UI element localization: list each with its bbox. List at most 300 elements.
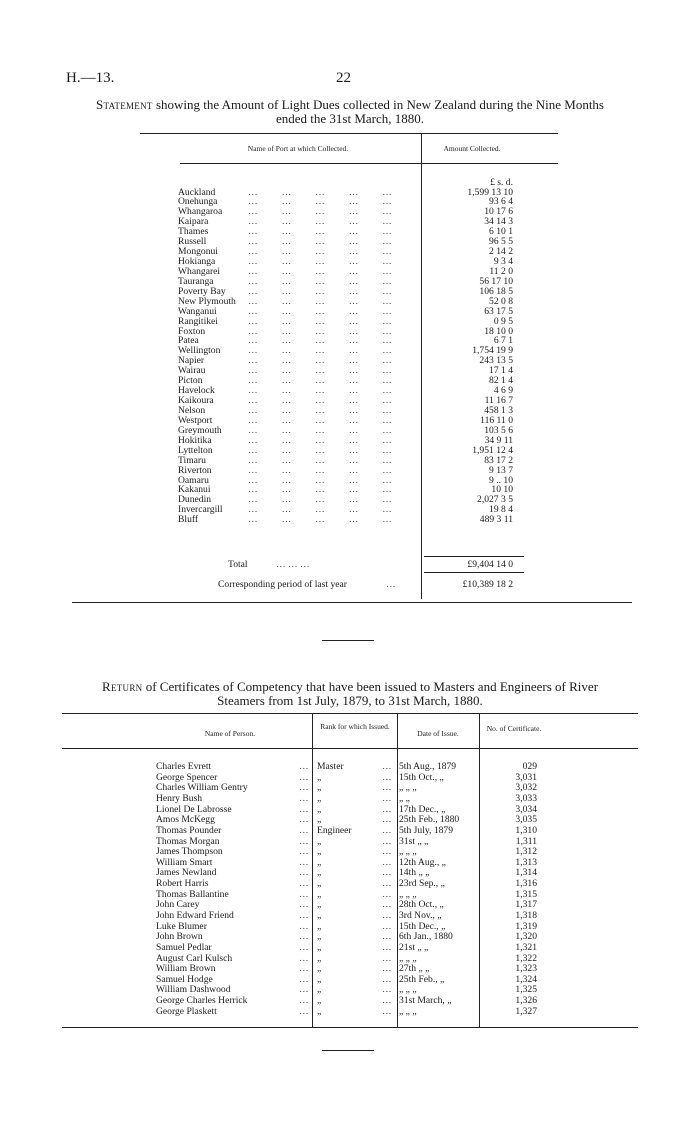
issue-date: 31st March, „ bbox=[399, 995, 452, 1007]
port-amount: 1,754 19 9 bbox=[472, 345, 513, 357]
leader-dots: … bbox=[299, 846, 309, 858]
port-amount: 2,027 3 5 bbox=[477, 494, 513, 506]
port-name: Thames bbox=[178, 226, 209, 238]
currency-heading: £ s. d. bbox=[490, 177, 513, 188]
port-name: Dunedin bbox=[178, 494, 212, 506]
certificate-number: 3,032 bbox=[515, 782, 537, 794]
port-row bbox=[178, 456, 514, 465]
leader-dots: … … … … … bbox=[236, 265, 392, 277]
certificate-row bbox=[156, 783, 536, 793]
issue-date: 15th Oct., „ bbox=[399, 771, 444, 783]
person-name: Luke Blumer bbox=[156, 920, 207, 932]
rank: „ bbox=[317, 771, 322, 783]
leader-dots: … … … … … bbox=[236, 345, 392, 357]
port-row bbox=[178, 416, 514, 425]
certificate-number: 1,320 bbox=[515, 931, 537, 943]
port-name: Onehunga bbox=[178, 196, 218, 208]
certificate-number: 3,035 bbox=[515, 814, 537, 826]
leader-dots: … … … … … bbox=[236, 385, 392, 397]
light-dues-amount-header: Amount Collected. bbox=[443, 144, 501, 153]
rank: „ bbox=[317, 835, 322, 847]
issue-date: 31st „ „ bbox=[399, 835, 429, 847]
port-name: Mongonui bbox=[178, 246, 218, 258]
leader-dots: … bbox=[299, 761, 309, 772]
port-row bbox=[178, 297, 514, 306]
port-row bbox=[178, 277, 514, 286]
rank: „ bbox=[317, 846, 322, 858]
port-row bbox=[178, 356, 514, 365]
cert-rank-header: Rank for which Issued. bbox=[320, 722, 390, 731]
leader-dots: … bbox=[299, 814, 309, 826]
certificate-row bbox=[156, 815, 536, 825]
port-amount: 34 9 11 bbox=[484, 434, 513, 446]
port-name: Auckland bbox=[178, 186, 216, 198]
issue-date: 5th July, 1879 bbox=[399, 824, 454, 836]
document-reference: H.—13. bbox=[66, 70, 115, 86]
leader-dots: … … … … … bbox=[236, 434, 392, 446]
last-year-row bbox=[218, 580, 554, 589]
leader-dots: … bbox=[299, 888, 309, 900]
rank: „ bbox=[317, 910, 322, 921]
port-name: Kaikoura bbox=[178, 395, 214, 406]
certificate-number: 1,317 bbox=[515, 899, 537, 911]
port-name: Greymouth bbox=[178, 424, 222, 436]
rank: „ bbox=[317, 973, 322, 985]
certificate-row bbox=[156, 996, 536, 1006]
leader-dots: … … … … … bbox=[236, 186, 392, 198]
leader-dots: … … … … … bbox=[236, 196, 392, 208]
certificates-title-lead: Return bbox=[101, 679, 143, 694]
port-row bbox=[178, 476, 514, 485]
port-amount: 489 3 11 bbox=[479, 514, 513, 526]
rank: „ bbox=[317, 792, 322, 804]
leader-dots: … bbox=[382, 910, 392, 921]
rank: „ bbox=[317, 867, 322, 879]
leader-dots: … … … … … bbox=[236, 514, 392, 526]
last-year-label: Corresponding period of last year bbox=[218, 579, 347, 590]
leader-dots: … … … … … bbox=[236, 444, 392, 456]
person-name: Thomas Morgan bbox=[156, 835, 220, 847]
cert-date-header: Date of Issue. bbox=[417, 729, 459, 738]
leader-dots: … … … … … bbox=[236, 414, 392, 426]
port-amount: 10 17 6 bbox=[484, 206, 513, 218]
leader-dots: … … … … … bbox=[236, 405, 392, 416]
issue-date: „ „ „ bbox=[399, 952, 417, 964]
issue-date: 3rd Nov., „ bbox=[399, 910, 442, 921]
leader-dots: … bbox=[299, 792, 309, 804]
certificate-number: 1,323 bbox=[515, 963, 537, 975]
person-name: Robert Harris bbox=[156, 878, 209, 889]
port-row bbox=[178, 317, 514, 326]
leader-dots: … … … … … bbox=[236, 365, 392, 377]
leader-dots: … bbox=[299, 835, 309, 847]
leader-dots: … bbox=[299, 878, 309, 889]
certificate-row bbox=[156, 911, 536, 921]
leader-dots: … … … … … bbox=[236, 305, 392, 317]
leader-dots: … … … … … bbox=[236, 335, 392, 347]
certificate-number: 1,321 bbox=[515, 941, 537, 953]
person-name: Lionel De Labrosse bbox=[156, 803, 232, 815]
port-amount: 82 1 4 bbox=[489, 375, 513, 387]
rank: „ bbox=[317, 856, 322, 868]
person-name: Charles Evrett bbox=[156, 761, 212, 772]
port-amount: 19 8 4 bbox=[489, 504, 513, 516]
port-row bbox=[178, 436, 514, 445]
rank: Master bbox=[317, 761, 344, 772]
certificate-row bbox=[156, 890, 536, 900]
port-name: Russell bbox=[178, 236, 207, 248]
leader-dots: … … … … … bbox=[236, 484, 392, 496]
port-amount: 6 10 1 bbox=[489, 226, 513, 238]
leader-dots: … … … … … bbox=[236, 504, 392, 516]
port-amount: 2 14 2 bbox=[489, 246, 513, 258]
leader-dots: … bbox=[382, 931, 392, 943]
leader-dots: … bbox=[382, 761, 392, 772]
leader-dots: … bbox=[382, 771, 392, 783]
person-name: Samuel Hodge bbox=[156, 973, 213, 985]
issue-date: „ „ bbox=[399, 792, 410, 804]
light-dues-title-line2: ended the 31st March, 1880. bbox=[275, 111, 425, 126]
certificate-row bbox=[156, 954, 536, 964]
leader-dots: … … … … … bbox=[236, 424, 392, 436]
rank: „ bbox=[317, 814, 322, 826]
person-name: August Carl Kulsch bbox=[156, 952, 233, 964]
issue-date: „ „ „ bbox=[399, 846, 417, 858]
issue-date: „ „ „ bbox=[399, 888, 417, 900]
rank: Engineer bbox=[317, 824, 352, 836]
port-name: Oamaru bbox=[178, 474, 209, 486]
issue-date: 12th Aug., „ bbox=[399, 856, 446, 868]
person-name: John Carey bbox=[156, 899, 200, 911]
port-row bbox=[178, 227, 514, 236]
port-amount: 9 3 4 bbox=[493, 256, 513, 267]
port-amount: 96 5 5 bbox=[489, 236, 513, 248]
issue-date: 25th Feb., „ bbox=[399, 973, 445, 985]
rank: „ bbox=[317, 931, 322, 943]
port-row bbox=[178, 197, 514, 206]
certificates-bottom-rule bbox=[62, 1027, 638, 1028]
issue-date: 14th „ „ bbox=[399, 867, 430, 879]
leader-dots: … … … … … bbox=[236, 226, 392, 238]
leader-dots: … bbox=[382, 846, 392, 858]
leader-dots: … … … … … bbox=[236, 355, 392, 367]
rank: „ bbox=[317, 995, 322, 1007]
port-name: Patea bbox=[178, 335, 199, 347]
certificate-row bbox=[156, 837, 536, 847]
port-name: Tauranga bbox=[178, 275, 214, 287]
leader-dots: … bbox=[299, 952, 309, 964]
certificate-row bbox=[156, 826, 536, 836]
port-amount: 63 17 5 bbox=[484, 305, 513, 317]
issue-date: 5th Aug., 1879 bbox=[399, 761, 457, 772]
port-row bbox=[178, 327, 514, 336]
certificates-title bbox=[62, 680, 638, 708]
leader-dots: … bbox=[382, 963, 392, 975]
port-amount: 116 11 0 bbox=[480, 414, 513, 426]
port-amount: 4 6 9 bbox=[493, 385, 513, 397]
currency-heading-row bbox=[178, 178, 514, 187]
port-amount: 11 16 7 bbox=[484, 395, 513, 406]
port-name: Wanganui bbox=[178, 305, 217, 317]
port-row bbox=[178, 466, 514, 475]
light-dues-title bbox=[62, 98, 638, 126]
certificate-number: 1,313 bbox=[515, 856, 537, 868]
certificate-row bbox=[156, 985, 536, 995]
light-dues-port-header: Name of Port at which Collected. bbox=[247, 144, 349, 153]
port-row bbox=[178, 267, 514, 276]
leader-dots: … bbox=[382, 952, 392, 964]
port-amount: 11 2 0 bbox=[489, 265, 513, 277]
port-row bbox=[178, 495, 514, 504]
issue-date: 28th Oct., „ bbox=[399, 899, 444, 911]
leader-dots: … bbox=[299, 984, 309, 996]
certificate-row bbox=[156, 1007, 536, 1017]
leader-dots: … … … … … bbox=[236, 315, 392, 327]
port-row bbox=[178, 188, 514, 197]
port-amount: 6 7 1 bbox=[493, 335, 513, 347]
port-row bbox=[178, 515, 514, 524]
issue-date: „ „ „ bbox=[399, 984, 417, 996]
port-name: Whangaroa bbox=[178, 206, 223, 218]
port-name: Riverton bbox=[178, 464, 212, 476]
person-name: William Dashwood bbox=[156, 984, 231, 996]
port-name: Rangitikei bbox=[178, 315, 218, 327]
port-name: Kakanui bbox=[178, 484, 211, 496]
light-dues-header-rule bbox=[180, 163, 558, 164]
certificate-number: 1,325 bbox=[515, 984, 537, 996]
rank: „ bbox=[317, 920, 322, 932]
issue-date: 27th „ „ bbox=[399, 963, 430, 975]
leader-dots: … bbox=[299, 867, 309, 879]
issue-date: 6th Jan., 1880 bbox=[399, 931, 453, 943]
leader-dots: … bbox=[382, 995, 392, 1007]
port-row bbox=[178, 336, 514, 345]
leader-dots: … bbox=[299, 1005, 309, 1017]
port-row bbox=[178, 346, 514, 355]
port-amount: 93 6 4 bbox=[489, 196, 513, 208]
port-name: Wellington bbox=[178, 345, 221, 357]
port-amount: 0 9 5 bbox=[493, 315, 513, 327]
total-leader: … … … bbox=[276, 559, 310, 570]
certificate-number: 1,310 bbox=[515, 824, 537, 836]
leader-dots: … bbox=[382, 835, 392, 847]
certificate-row bbox=[156, 773, 536, 783]
certificate-number: 1,312 bbox=[515, 846, 537, 858]
certificates-header-rule bbox=[62, 748, 638, 749]
port-amount: 9 .. 10 bbox=[489, 474, 513, 486]
certificate-row bbox=[156, 794, 536, 804]
leader-dots: … bbox=[299, 771, 309, 783]
rank: „ bbox=[317, 941, 322, 953]
page-number: 22 bbox=[336, 70, 351, 86]
certificate-number: 3,034 bbox=[515, 803, 537, 815]
port-row bbox=[178, 376, 514, 385]
certificate-row bbox=[156, 847, 536, 857]
certificates-title-rest: of Certificates of Competency that have been issued to Masters and Engineers of River bbox=[142, 679, 599, 694]
port-row bbox=[178, 247, 514, 256]
certificate-number: 1,318 bbox=[515, 910, 537, 921]
certificate-number: 3,033 bbox=[515, 792, 537, 804]
port-amount: 52 0 8 bbox=[489, 295, 513, 307]
total-label: Total bbox=[228, 559, 248, 570]
port-row bbox=[178, 505, 514, 514]
port-row bbox=[178, 366, 514, 375]
port-amount: 458 1 3 bbox=[484, 405, 513, 416]
port-name: Hokianga bbox=[178, 256, 216, 267]
leader-dots: … bbox=[299, 782, 309, 794]
leader-dots: … bbox=[299, 963, 309, 975]
port-row bbox=[178, 386, 514, 395]
person-name: Henry Bush bbox=[156, 792, 203, 804]
rank: „ bbox=[317, 888, 322, 900]
certificate-row bbox=[156, 975, 536, 985]
leader-dots: … bbox=[299, 920, 309, 932]
leader-dots: … bbox=[299, 973, 309, 985]
port-amount: 83 17 2 bbox=[484, 454, 513, 466]
person-name: John Edward Friend bbox=[156, 910, 234, 921]
certificate-row bbox=[156, 964, 536, 974]
leader-dots: … … … … … bbox=[236, 285, 392, 297]
leader-dots: … bbox=[299, 910, 309, 921]
issue-date: 17th Dec., „ bbox=[399, 803, 446, 815]
port-amount: 18 10 0 bbox=[484, 325, 513, 337]
cert-name-header: Name of Person. bbox=[204, 729, 256, 738]
certificate-row bbox=[156, 922, 536, 932]
leader-dots: … … … … … bbox=[236, 395, 392, 406]
port-name: Bluff bbox=[178, 514, 199, 526]
port-row bbox=[178, 446, 514, 455]
leader-dots: … … … … … bbox=[236, 454, 392, 466]
light-dues-title-rest: showing the Amount of Light Dues collected in New Zealand during the Nine Months bbox=[152, 97, 604, 112]
port-name: Timaru bbox=[178, 454, 206, 466]
port-name: Nelson bbox=[178, 405, 206, 416]
leader-dots: … … … … … bbox=[236, 464, 392, 476]
certificate-row bbox=[156, 858, 536, 868]
person-name: Charles William Gentry bbox=[156, 782, 248, 794]
leader-dots: … bbox=[299, 931, 309, 943]
port-row bbox=[178, 307, 514, 316]
leader-dots: … bbox=[382, 814, 392, 826]
port-name: Kaipara bbox=[178, 216, 209, 228]
port-row bbox=[178, 217, 514, 226]
port-amount: 56 17 10 bbox=[479, 275, 513, 287]
certificate-number: 1,316 bbox=[515, 878, 537, 889]
light-dues-top-rule bbox=[140, 133, 558, 134]
person-name: Thomas Pounder bbox=[156, 824, 222, 836]
section-separator bbox=[322, 640, 374, 641]
leader-dots: … bbox=[382, 941, 392, 953]
certificate-row bbox=[156, 868, 536, 878]
issue-date: 25th Feb., 1880 bbox=[399, 814, 460, 826]
issue-date: „ „ „ bbox=[399, 1005, 417, 1017]
leader-dots: … bbox=[299, 899, 309, 911]
issue-date: „ „ „ bbox=[399, 782, 417, 794]
certificate-number: 1,327 bbox=[515, 1005, 537, 1017]
rank: „ bbox=[317, 782, 322, 794]
leader-dots: … bbox=[299, 824, 309, 836]
certificate-number: 1,326 bbox=[515, 995, 537, 1007]
person-name: James Thompson bbox=[156, 846, 223, 858]
certificates-title-line2: Steamers from 1st July, 1879, to 31st March, 1880. bbox=[217, 693, 483, 708]
port-amount: 1,951 12 4 bbox=[472, 444, 513, 456]
port-amount: 17 1 4 bbox=[489, 365, 513, 377]
person-name: William Brown bbox=[156, 963, 216, 975]
cert-number-header: No. of Certificate. bbox=[486, 724, 542, 733]
leader-dots: … bbox=[382, 803, 392, 815]
rank: „ bbox=[317, 878, 322, 889]
certificate-row bbox=[156, 932, 536, 942]
port-amount: 1,599 13 10 bbox=[467, 186, 513, 198]
last-year-amount: £10,389 18 2 bbox=[462, 579, 513, 590]
leader-dots: … … … … … bbox=[236, 206, 392, 218]
leader-dots: … bbox=[382, 899, 392, 911]
port-name: Lyttelton bbox=[178, 444, 213, 456]
port-row bbox=[178, 237, 514, 246]
leader-dots: … … … … … bbox=[236, 236, 392, 248]
leader-dots: … bbox=[299, 803, 309, 815]
certificates-top-rule bbox=[62, 713, 638, 714]
port-name: Havelock bbox=[178, 385, 215, 397]
leader-dots: … … … … … bbox=[236, 216, 392, 228]
certificate-row bbox=[156, 805, 536, 815]
port-name: Picton bbox=[178, 375, 203, 387]
rank: „ bbox=[317, 963, 322, 975]
person-name: James Newland bbox=[156, 867, 217, 879]
leader-dots: … … … … … bbox=[236, 256, 392, 267]
leader-dots: … … … … … bbox=[236, 375, 392, 387]
leader-dots: … … … … … bbox=[236, 494, 392, 506]
light-dues-bottom-rule bbox=[72, 602, 632, 603]
port-amount: 103 5 6 bbox=[484, 424, 513, 436]
port-amount: 34 14 3 bbox=[484, 216, 513, 228]
certificate-number: 1,322 bbox=[515, 952, 537, 964]
certificate-number: 029 bbox=[522, 761, 537, 772]
leader-dots: … … … … … bbox=[236, 295, 392, 307]
leader-dots: … bbox=[382, 856, 392, 868]
certificate-row bbox=[156, 900, 536, 910]
port-amount: 243 13 5 bbox=[479, 355, 513, 367]
port-row bbox=[178, 207, 514, 216]
port-row bbox=[178, 426, 514, 435]
leader-dots: … bbox=[382, 782, 392, 794]
certificate-row bbox=[156, 879, 536, 889]
issue-date: 23rd Sep., „ bbox=[399, 878, 445, 889]
port-name: Invercargill bbox=[178, 504, 223, 516]
person-name: George Charles Herrick bbox=[156, 995, 248, 1007]
port-name: Poverty Bay bbox=[178, 285, 226, 297]
port-name: Wairau bbox=[178, 365, 206, 377]
leader-dots: … bbox=[382, 1005, 392, 1017]
rank: „ bbox=[317, 984, 322, 996]
leader-dots: … bbox=[382, 867, 392, 879]
person-name: George Spencer bbox=[156, 771, 218, 783]
certificate-number: 3,031 bbox=[515, 771, 537, 783]
certificate-row bbox=[156, 943, 536, 953]
person-name: John Brown bbox=[156, 931, 203, 943]
port-name: Hokitika bbox=[178, 434, 212, 446]
issue-date: 21st „ „ bbox=[399, 941, 429, 953]
port-row bbox=[178, 485, 514, 494]
port-name: Whangarei bbox=[178, 265, 221, 277]
person-name: Samuel Pedlar bbox=[156, 941, 212, 953]
leader-dots: … bbox=[382, 973, 392, 985]
port-amount: 10 10 bbox=[491, 484, 513, 496]
leader-dots: … bbox=[382, 984, 392, 996]
total-rule bbox=[424, 556, 524, 557]
leader-dots: … bbox=[299, 856, 309, 868]
leader-dots: … bbox=[382, 920, 392, 932]
port-name: Westport bbox=[178, 414, 213, 426]
